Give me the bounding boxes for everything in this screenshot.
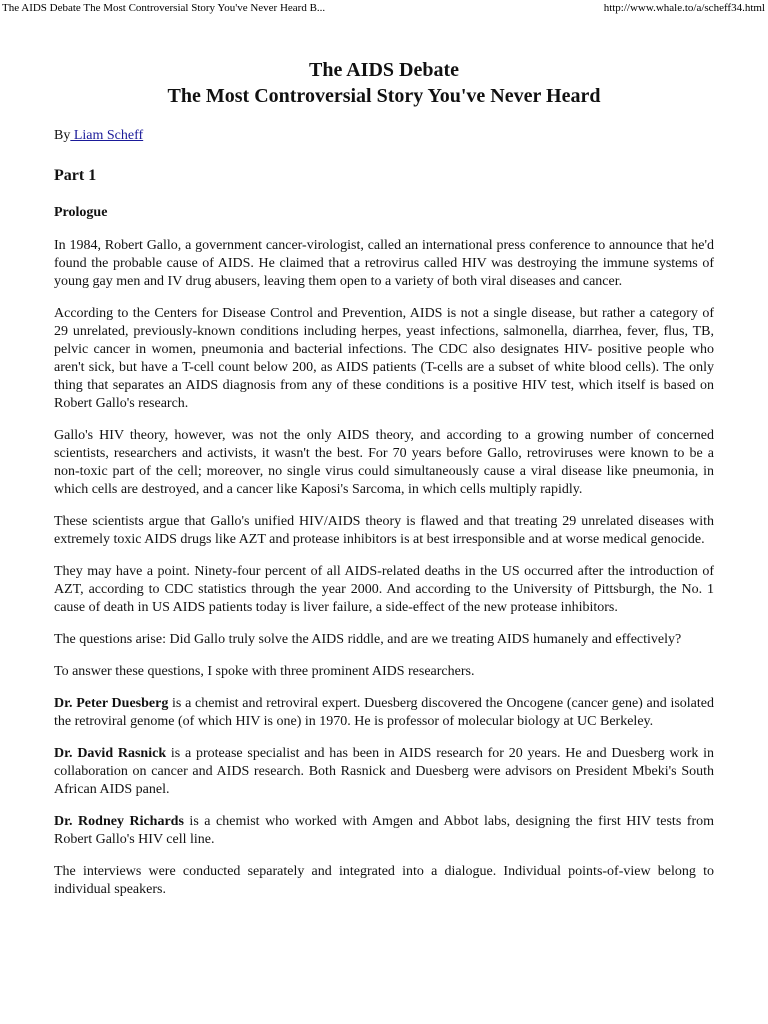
byline-prefix: By [54,128,71,143]
part-heading: Part 1 [54,167,97,184]
byline [54,128,143,144]
paragraph-researcher: Dr. David Rasnick is a protease specialist and has been in AIDS research for 20 years. He and Duesberg work in collaboration on cancer and AIDS research. Both Rasnick and Duesberg were advisors on President Mbeki's South African AIDS panel. [54,746,714,797]
paragraph: Gallo's HIV theory, however, was not the only AIDS theory, and according to a growing number of concerned scientists, researchers and activists, it wasn't the best. For 70 years before Gallo, retroviruses were known to be a non-toxic part of the cell; moreover, no single virus could simultaneously cause a viral disease like pneumonia, in which cells are destroyed, and a cancer like Kaposi's Sarcoma, in which cells multiply rapidly. [54,428,714,497]
paragraph: In 1984, Robert Gallo, a government cancer-virologist, called an international press conference to announce that he'd found the probable cause of AIDS. He claimed that a retrovirus called HIV was destroying the immune systems of young gay men and IV drug abusers, leaving them open to a variety of both viral diseases and cancer. [54,238,714,289]
researcher-name: Dr. Peter Duesberg [54,696,169,711]
paragraph: According to the Centers for Disease Control and Prevention, AIDS is not a single disease, but rather a category of 29 unrelated, previously-known conditions including herpes, yeast infections, salmonella, diarrhea, fever, flus, TB, pelvic cancer in women, pneumonia and bacterial infections. The CDC also designates HIV- positive people who aren't sick, but have a T-cell count below 200, as AIDS patients (T-cells are a subset of white blood cells). The only thing that separates an AIDS diagnosis from any of these conditions is a positive HIV test, which itself is based on Robert Gallo's research. [54,306,714,411]
title-line-1: The AIDS Debate [308,59,459,81]
paragraph-researcher: Dr. Peter Duesberg is a chemist and retroviral expert. Duesberg discovered the Oncogene (cancer gene) and isolated the retroviral genome (of which HIV is one) in 1970. He is professor of molecular biology at UC Berkeley. [54,696,714,729]
paragraph: They may have a point. Ninety-four percent of all AIDS-related deaths in the US occurred after the introduction of AZT, according to CDC statistics through the year 2000. And according to the University of Pittsburgh, the No. 1 cause of death in US AIDS patients today is liver failure, a side-effect of the new protease inhibitors. [54,564,714,615]
paragraph: To answer these questions, I spoke with three prominent AIDS researchers. [54,664,475,679]
paragraph: These scientists argue that Gallo's unified HIV/AIDS theory is flawed and that treating 29 unrelated diseases with extremely toxic AIDS drugs like AZT and protease inhibitors is at best irresponsible and at worse medical genocide. [54,514,714,547]
author-link[interactable]: Liam Scheff [70,128,144,143]
researcher-name: Dr. Rodney Richards [54,814,184,829]
researcher-name: Dr. David Rasnick [54,746,167,761]
section-heading: Prologue [54,205,108,220]
header-page-title: The AIDS Debate The Most Controversial Story You've Never Heard B... [2,2,326,14]
header-url: http://www.whale.to/a/scheff34.html [603,2,765,14]
article-title [0,57,768,109]
paragraph-researcher: Dr. Rodney Richards is a chemist who worked with Amgen and Abbot labs, designing the first HIV tests from Robert Gallo's HIV cell line. [54,814,714,847]
paragraph: The interviews were conducted separately and integrated into a dialogue. Individual points-of-view belong to individual speakers. [54,864,714,897]
paragraph: The questions arise: Did Gallo truly solve the AIDS riddle, and are we treating AIDS humanely and effectively? [54,632,682,647]
print-header [0,0,768,16]
title-line-2: The Most Controversial Story You've Never Heard [167,85,601,107]
article-body [54,237,714,913]
